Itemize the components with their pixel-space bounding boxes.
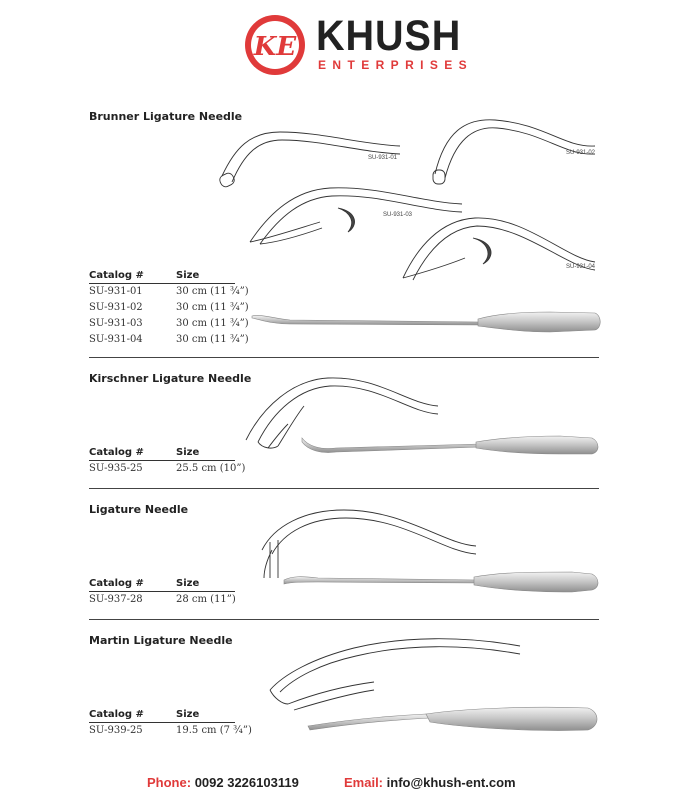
section-title-kirschner: Kirschner Ligature Needle: [89, 372, 252, 385]
ligature-needle-instrument-image: [282, 566, 602, 596]
phone-number[interactable]: 0092 3226103119: [194, 775, 299, 790]
email-link[interactable]: info@khush-ent.com: [386, 775, 516, 790]
diagram-label: SU-931-03: [383, 212, 413, 218]
catalog-size: 25.5 cm (10”): [176, 463, 246, 474]
catalog-code: SU-931-04: [89, 334, 143, 345]
section-title-ligature: Ligature Needle: [89, 503, 189, 516]
section-title-brunner: Brunner Ligature Needle: [89, 110, 243, 123]
brunner-needle-instrument-image: [250, 306, 600, 336]
catalog-header: Catalog #: [89, 270, 144, 281]
table-rule: [89, 591, 235, 592]
logo-emblem-icon: [244, 14, 306, 76]
section-divider: [89, 357, 599, 358]
brunner-needle-diagram-04: [395, 212, 605, 282]
diagram-label: SU-931-01: [368, 155, 398, 161]
martin-needle-instrument-image: [306, 704, 606, 740]
phone-label: Phone:: [147, 775, 192, 790]
catalog-code: SU-937-28: [89, 594, 143, 605]
table-rule: [89, 283, 235, 284]
catalog-size: 30 cm (11 ¾”): [176, 302, 249, 313]
brand-tagline: ENTERPRISES: [318, 58, 474, 72]
catalog-header: Catalog #: [89, 447, 144, 458]
catalog-size: 30 cm (11 ¾”): [176, 334, 249, 345]
email-label: Email:: [344, 775, 384, 790]
catalog-code: SU-931-03: [89, 318, 143, 329]
table-rule: [89, 722, 235, 723]
catalog-code: SU-935-25: [89, 463, 143, 474]
kirschner-needle-instrument-image: [300, 432, 600, 462]
diagram-label: SU-931-04: [566, 264, 596, 270]
footer-phone: [147, 775, 299, 790]
catalog-code: SU-939-25: [89, 725, 143, 736]
catalog-header: Catalog #: [89, 578, 144, 589]
section-divider: [89, 488, 599, 489]
catalog-code: SU-931-01: [89, 286, 143, 297]
catalog-header: Catalog #: [89, 709, 144, 720]
logo-monogram: KE: [253, 32, 297, 62]
catalog-size: 30 cm (11 ¾”): [176, 318, 249, 329]
size-header: Size: [176, 578, 200, 589]
brand-name: KHUSH: [316, 12, 462, 60]
catalog-size: 19.5 cm (7 ¾”): [176, 725, 252, 736]
size-header: Size: [176, 709, 200, 720]
size-header: Size: [176, 447, 200, 458]
section-divider: [89, 619, 599, 620]
table-rule: [89, 460, 235, 461]
section-title-martin: Martin Ligature Needle: [89, 634, 233, 647]
catalog-size: 28 cm (11”): [176, 594, 236, 605]
diagram-label: SU-931-02: [566, 150, 596, 156]
catalog-size: 30 cm (11 ¾”): [176, 286, 249, 297]
size-header: Size: [176, 270, 200, 281]
catalog-code: SU-931-02: [89, 302, 143, 313]
martin-needle-diagram: [264, 632, 524, 712]
footer-email: [344, 775, 516, 790]
